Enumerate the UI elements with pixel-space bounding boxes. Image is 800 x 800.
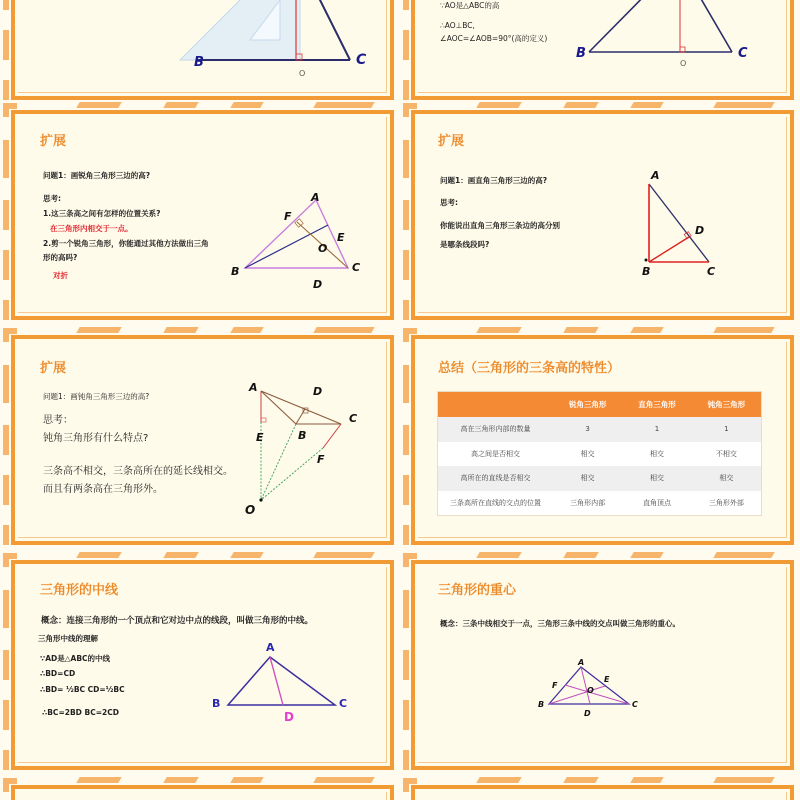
slide-frame (11, 785, 394, 800)
slide-altitude-definition[interactable] (400, 0, 800, 105)
header-cell-obtuse: 钝角三角形 (692, 392, 761, 417)
label-e: E (604, 675, 610, 684)
label-e: E (256, 431, 264, 444)
slide-median[interactable] (0, 550, 400, 775)
think-line-2: 是哪条线段吗? (440, 240, 490, 249)
given-line: ∵AO是△ABC的高 (440, 1, 500, 10)
cell: 不相交 (692, 442, 761, 467)
label-a: A (651, 169, 660, 182)
table-row (438, 417, 761, 442)
label-c: C (632, 700, 638, 709)
decorative-border (60, 777, 390, 784)
table-row (438, 466, 761, 491)
acute-triangle-diagram (0, 100, 400, 325)
decorative-border (460, 327, 790, 334)
cell: 相交 (692, 466, 761, 491)
cell: 1 (692, 417, 761, 442)
label-d: D (313, 278, 323, 291)
cell: 3 (553, 417, 622, 442)
slide-title: 三角形的重心 (438, 583, 517, 598)
concept-text: 概念：连接三角形的一个顶点和它对边中点的线段，叫做三角形的中线。 (41, 616, 314, 626)
label-b: B (538, 700, 545, 709)
think-label: 思考: (43, 194, 61, 203)
label-o: O (680, 59, 687, 68)
answer-line-2: 而且有两条高在三角形外。 (43, 484, 163, 495)
cell: 相交 (622, 466, 691, 491)
label-c: C (738, 46, 748, 61)
label-b: B (298, 429, 307, 442)
table-row (438, 442, 761, 467)
proof-line-2: ∴BD=CD (40, 669, 76, 678)
think-label: 思考： (43, 415, 73, 426)
row-label: 高所在的直线是否相交 (438, 466, 553, 491)
answer-1: 在三角形内相交于一点。 (50, 224, 133, 233)
perpendicular-line: ∴AO⊥BC, (440, 21, 475, 30)
think-line-1: 你能说出直角三角形三条边的高分别 (440, 221, 560, 230)
proof-line-3: ∴BD= ½BC CD=½BC (40, 685, 125, 694)
label-d: D (584, 709, 591, 718)
label-o: O (587, 686, 594, 695)
label-f: F (284, 210, 292, 223)
question-text: 问题1：画钝角三角形三边的高? (43, 392, 150, 401)
think-label: 思考: (440, 198, 458, 207)
slide-frame (411, 785, 794, 800)
cell: 相交 (553, 442, 622, 467)
answer-line-1: 三条高不相交，三条高所在的延长线相交。 (43, 466, 233, 477)
label-f: F (317, 453, 325, 466)
slide-title: 扩展 (40, 361, 67, 376)
label-f: F (552, 681, 558, 690)
subtitle: 三角形中线的理解 (38, 634, 98, 643)
label-a: A (311, 191, 320, 204)
ruler-triangle-diagram (0, 0, 400, 105)
slide-altitude-ruler[interactable] (0, 0, 400, 105)
table-header-row (438, 392, 761, 417)
label-d: D (695, 224, 705, 237)
proof-line-4: ∴BC=2BD BC=2CD (42, 708, 119, 717)
cell: 相交 (622, 442, 691, 467)
label-o: O (245, 503, 256, 517)
cell: 相交 (553, 466, 622, 491)
table-row (438, 491, 761, 516)
label-o: O (318, 242, 328, 255)
row-label: 高在三角形内部的数量 (438, 417, 553, 442)
centroid-triangle-diagram (400, 550, 800, 775)
row-label: 高之间是否相交 (438, 442, 553, 467)
cell: 1 (622, 417, 691, 442)
median-triangle-diagram (0, 550, 400, 775)
obtuse-triangle-diagram (0, 325, 400, 550)
right-triangle-diagram (400, 100, 800, 325)
altitude-triangle-diagram (400, 0, 800, 105)
header-cell-right: 直角三角形 (622, 392, 691, 417)
question-text: 问题1：画锐角三角形三边的高? (43, 171, 151, 180)
label-c: C (707, 265, 716, 278)
slide-extend-acute[interactable] (0, 100, 400, 325)
label-b: B (194, 55, 204, 70)
label-b: B (212, 697, 221, 710)
label-a: A (249, 381, 258, 394)
slide-summary[interactable] (400, 325, 800, 550)
angle-line: ∠AOC=∠AOB=90°(高的定义) (440, 34, 548, 43)
label-a: A (266, 641, 275, 654)
cell: 三角形外部 (692, 491, 761, 516)
slide-extend-right[interactable] (400, 100, 800, 325)
decorative-border (403, 335, 410, 542)
slide-title: 三角形的中线 (40, 583, 119, 598)
decorative-border (460, 777, 790, 784)
question-1: 1.这三条高之间有怎样的位置关系? (43, 209, 161, 218)
slide-title: 扩展 (438, 134, 465, 149)
slide-extend-obtuse[interactable] (0, 325, 400, 550)
slide-next-right[interactable] (400, 775, 800, 800)
label-o: O (299, 69, 306, 78)
label-c: C (339, 697, 348, 710)
think-line-1: 钝角三角形有什么特点? (43, 433, 149, 444)
label-c: C (352, 261, 361, 274)
label-b: B (231, 265, 240, 278)
slide-centroid[interactable] (400, 550, 800, 775)
concept-text: 概念：三条中线相交于一点，三角形三条中线的交点叫做三角形的重心。 (440, 619, 680, 628)
slide-title: 扩展 (40, 134, 67, 149)
label-b: B (642, 265, 651, 278)
summary-table (438, 392, 761, 515)
label-c: C (356, 52, 367, 68)
question-2-line-2: 形的高吗? (43, 253, 78, 262)
question-text: 问题1：画直角三角形三边的高? (440, 176, 548, 185)
header-cell (438, 392, 553, 417)
row-label: 三条高所在直线的交点的位置 (438, 491, 553, 516)
proof-line-1: ∵AD是△ABC的中线 (40, 654, 111, 663)
slide-next-left[interactable] (0, 775, 400, 800)
answer-2: 对折 (53, 271, 68, 280)
cell: 直角顶点 (622, 491, 691, 516)
slide-title: 总结（三角形的三条高的特性） (438, 361, 621, 376)
header-cell-acute: 锐角三角形 (553, 392, 622, 417)
label-a: A (578, 658, 585, 667)
label-d: D (284, 710, 294, 724)
cell: 三角形内部 (553, 491, 622, 516)
label-d: D (313, 385, 323, 398)
label-b: B (576, 46, 586, 61)
question-2-line-1: 2.剪一个锐角三角形，你能通过其他方法做出三角 (43, 239, 209, 248)
label-e: E (337, 231, 345, 244)
label-c: C (349, 412, 358, 425)
